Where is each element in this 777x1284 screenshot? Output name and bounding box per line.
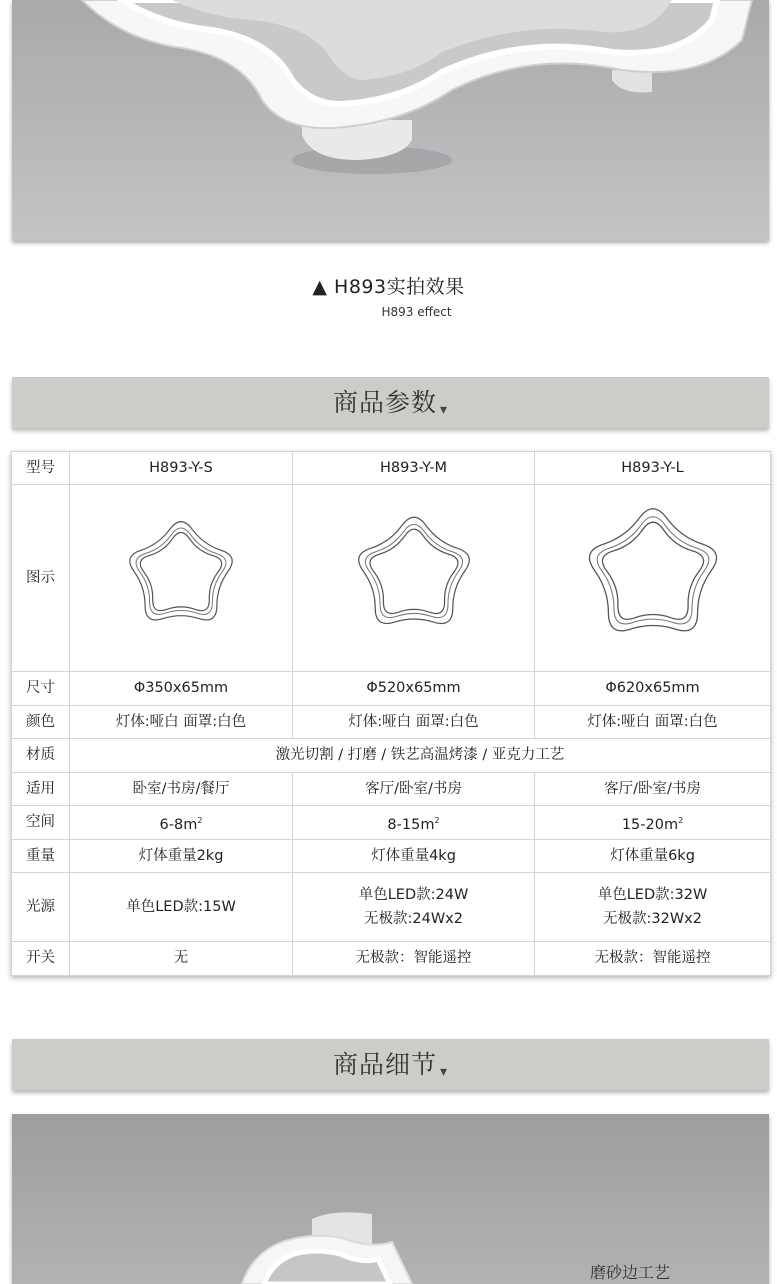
space-m-value: 8-15m bbox=[387, 816, 435, 833]
table-row-light-source bbox=[12, 873, 771, 942]
spec-table bbox=[11, 451, 771, 976]
space-l bbox=[535, 806, 771, 840]
row-label-switch: 开关 bbox=[12, 942, 70, 976]
row-label-size: 尺寸 bbox=[12, 672, 70, 706]
star-lamp-icon bbox=[334, 505, 494, 645]
row-label-image: 图示 bbox=[12, 485, 70, 672]
light-l bbox=[535, 873, 771, 942]
star-lamp-icon bbox=[111, 510, 251, 640]
image-cell-l bbox=[535, 485, 771, 672]
switch-l: 无极款：智能遥控 bbox=[535, 942, 771, 976]
row-label-space: 空间 bbox=[12, 806, 70, 840]
photo-caption bbox=[0, 272, 777, 319]
lamp-photo-illustration bbox=[12, 0, 769, 241]
light-m-line-2: 无极款:24Wx2 bbox=[364, 910, 463, 927]
caption-triangle-icon: ▲ bbox=[312, 276, 328, 298]
space-l-value: 15-20m bbox=[621, 816, 679, 833]
light-s-line-1: 单色LED款:15W bbox=[126, 898, 236, 915]
model-m: H893-Y-M bbox=[293, 452, 535, 485]
size-m: Φ520x65mm bbox=[293, 672, 535, 706]
product-photo-top bbox=[12, 0, 769, 241]
row-label-weight: 重量 bbox=[12, 840, 70, 873]
photo-caption-title bbox=[0, 272, 777, 299]
row-label-light: 光源 bbox=[12, 873, 70, 942]
caption-title-text: H893实拍效果 bbox=[334, 276, 465, 298]
row-label-color: 颜色 bbox=[12, 706, 70, 739]
color-m: 灯体:哑白 面罩:白色 bbox=[293, 706, 535, 739]
dropdown-arrow-icon: ▾ bbox=[439, 1064, 449, 1080]
table-row-material bbox=[12, 739, 771, 773]
lamp-detail-illustration bbox=[12, 1114, 769, 1284]
space-unit-sup: 2 bbox=[678, 815, 684, 825]
space-unit-sup: 2 bbox=[197, 815, 203, 825]
table-row-usage bbox=[12, 773, 771, 806]
table-row-model bbox=[12, 452, 771, 485]
model-s: H893-Y-S bbox=[70, 452, 293, 485]
light-m-line-1: 单色LED款:24W bbox=[358, 886, 469, 903]
star-lamp-icon bbox=[568, 495, 738, 655]
color-s: 灯体:哑白 面罩:白色 bbox=[70, 706, 293, 739]
table-row-size bbox=[12, 672, 771, 706]
section-title-params: 商品参数 bbox=[332, 388, 437, 417]
dropdown-arrow-icon: ▾ bbox=[439, 402, 449, 418]
space-s-value: 6-8m bbox=[159, 816, 198, 833]
space-m bbox=[293, 806, 535, 840]
section-banner-params bbox=[12, 377, 769, 428]
space-unit-sup: 2 bbox=[434, 815, 440, 825]
table-row-switch bbox=[12, 942, 771, 976]
detail-label: 磨砂边工艺 bbox=[590, 1263, 671, 1282]
light-l-line-2: 无极款:32Wx2 bbox=[603, 910, 702, 927]
model-l: H893-Y-L bbox=[535, 452, 771, 485]
usage-s: 卧室/书房/餐厅 bbox=[70, 773, 293, 806]
image-cell-s bbox=[70, 485, 293, 672]
section-banner-details bbox=[12, 1039, 769, 1090]
light-l-line-1: 单色LED款:32W bbox=[597, 886, 708, 903]
light-s bbox=[70, 873, 293, 942]
section-title-details: 商品细节 bbox=[332, 1050, 437, 1079]
product-photo-detail bbox=[12, 1114, 769, 1284]
row-label-material: 材质 bbox=[12, 739, 70, 773]
table-row-color bbox=[12, 706, 771, 739]
image-cell-m bbox=[293, 485, 535, 672]
size-s: Φ350x65mm bbox=[70, 672, 293, 706]
color-l: 灯体:哑白 面罩:白色 bbox=[535, 706, 771, 739]
row-label-model: 型号 bbox=[12, 452, 70, 485]
usage-l: 客厅/卧室/书房 bbox=[535, 773, 771, 806]
table-row-image bbox=[12, 485, 771, 672]
table-row-weight bbox=[12, 840, 771, 873]
table-row-space bbox=[12, 806, 771, 840]
weight-s: 灯体重量2kg bbox=[70, 840, 293, 873]
row-label-usage: 适用 bbox=[12, 773, 70, 806]
usage-m: 客厅/卧室/书房 bbox=[293, 773, 535, 806]
weight-l: 灯体重量6kg bbox=[535, 840, 771, 873]
light-m bbox=[293, 873, 535, 942]
size-l: Φ620x65mm bbox=[535, 672, 771, 706]
material-value: 激光切割 / 打磨 / 铁艺高温烤漆 / 亚克力工艺 bbox=[70, 739, 771, 773]
switch-s: 无 bbox=[70, 942, 293, 976]
space-s bbox=[70, 806, 293, 840]
switch-m: 无极款：智能遥控 bbox=[293, 942, 535, 976]
weight-m: 灯体重量4kg bbox=[293, 840, 535, 873]
photo-caption-subtitle bbox=[0, 305, 777, 319]
caption-subtitle-text: H893 effect bbox=[381, 305, 452, 319]
